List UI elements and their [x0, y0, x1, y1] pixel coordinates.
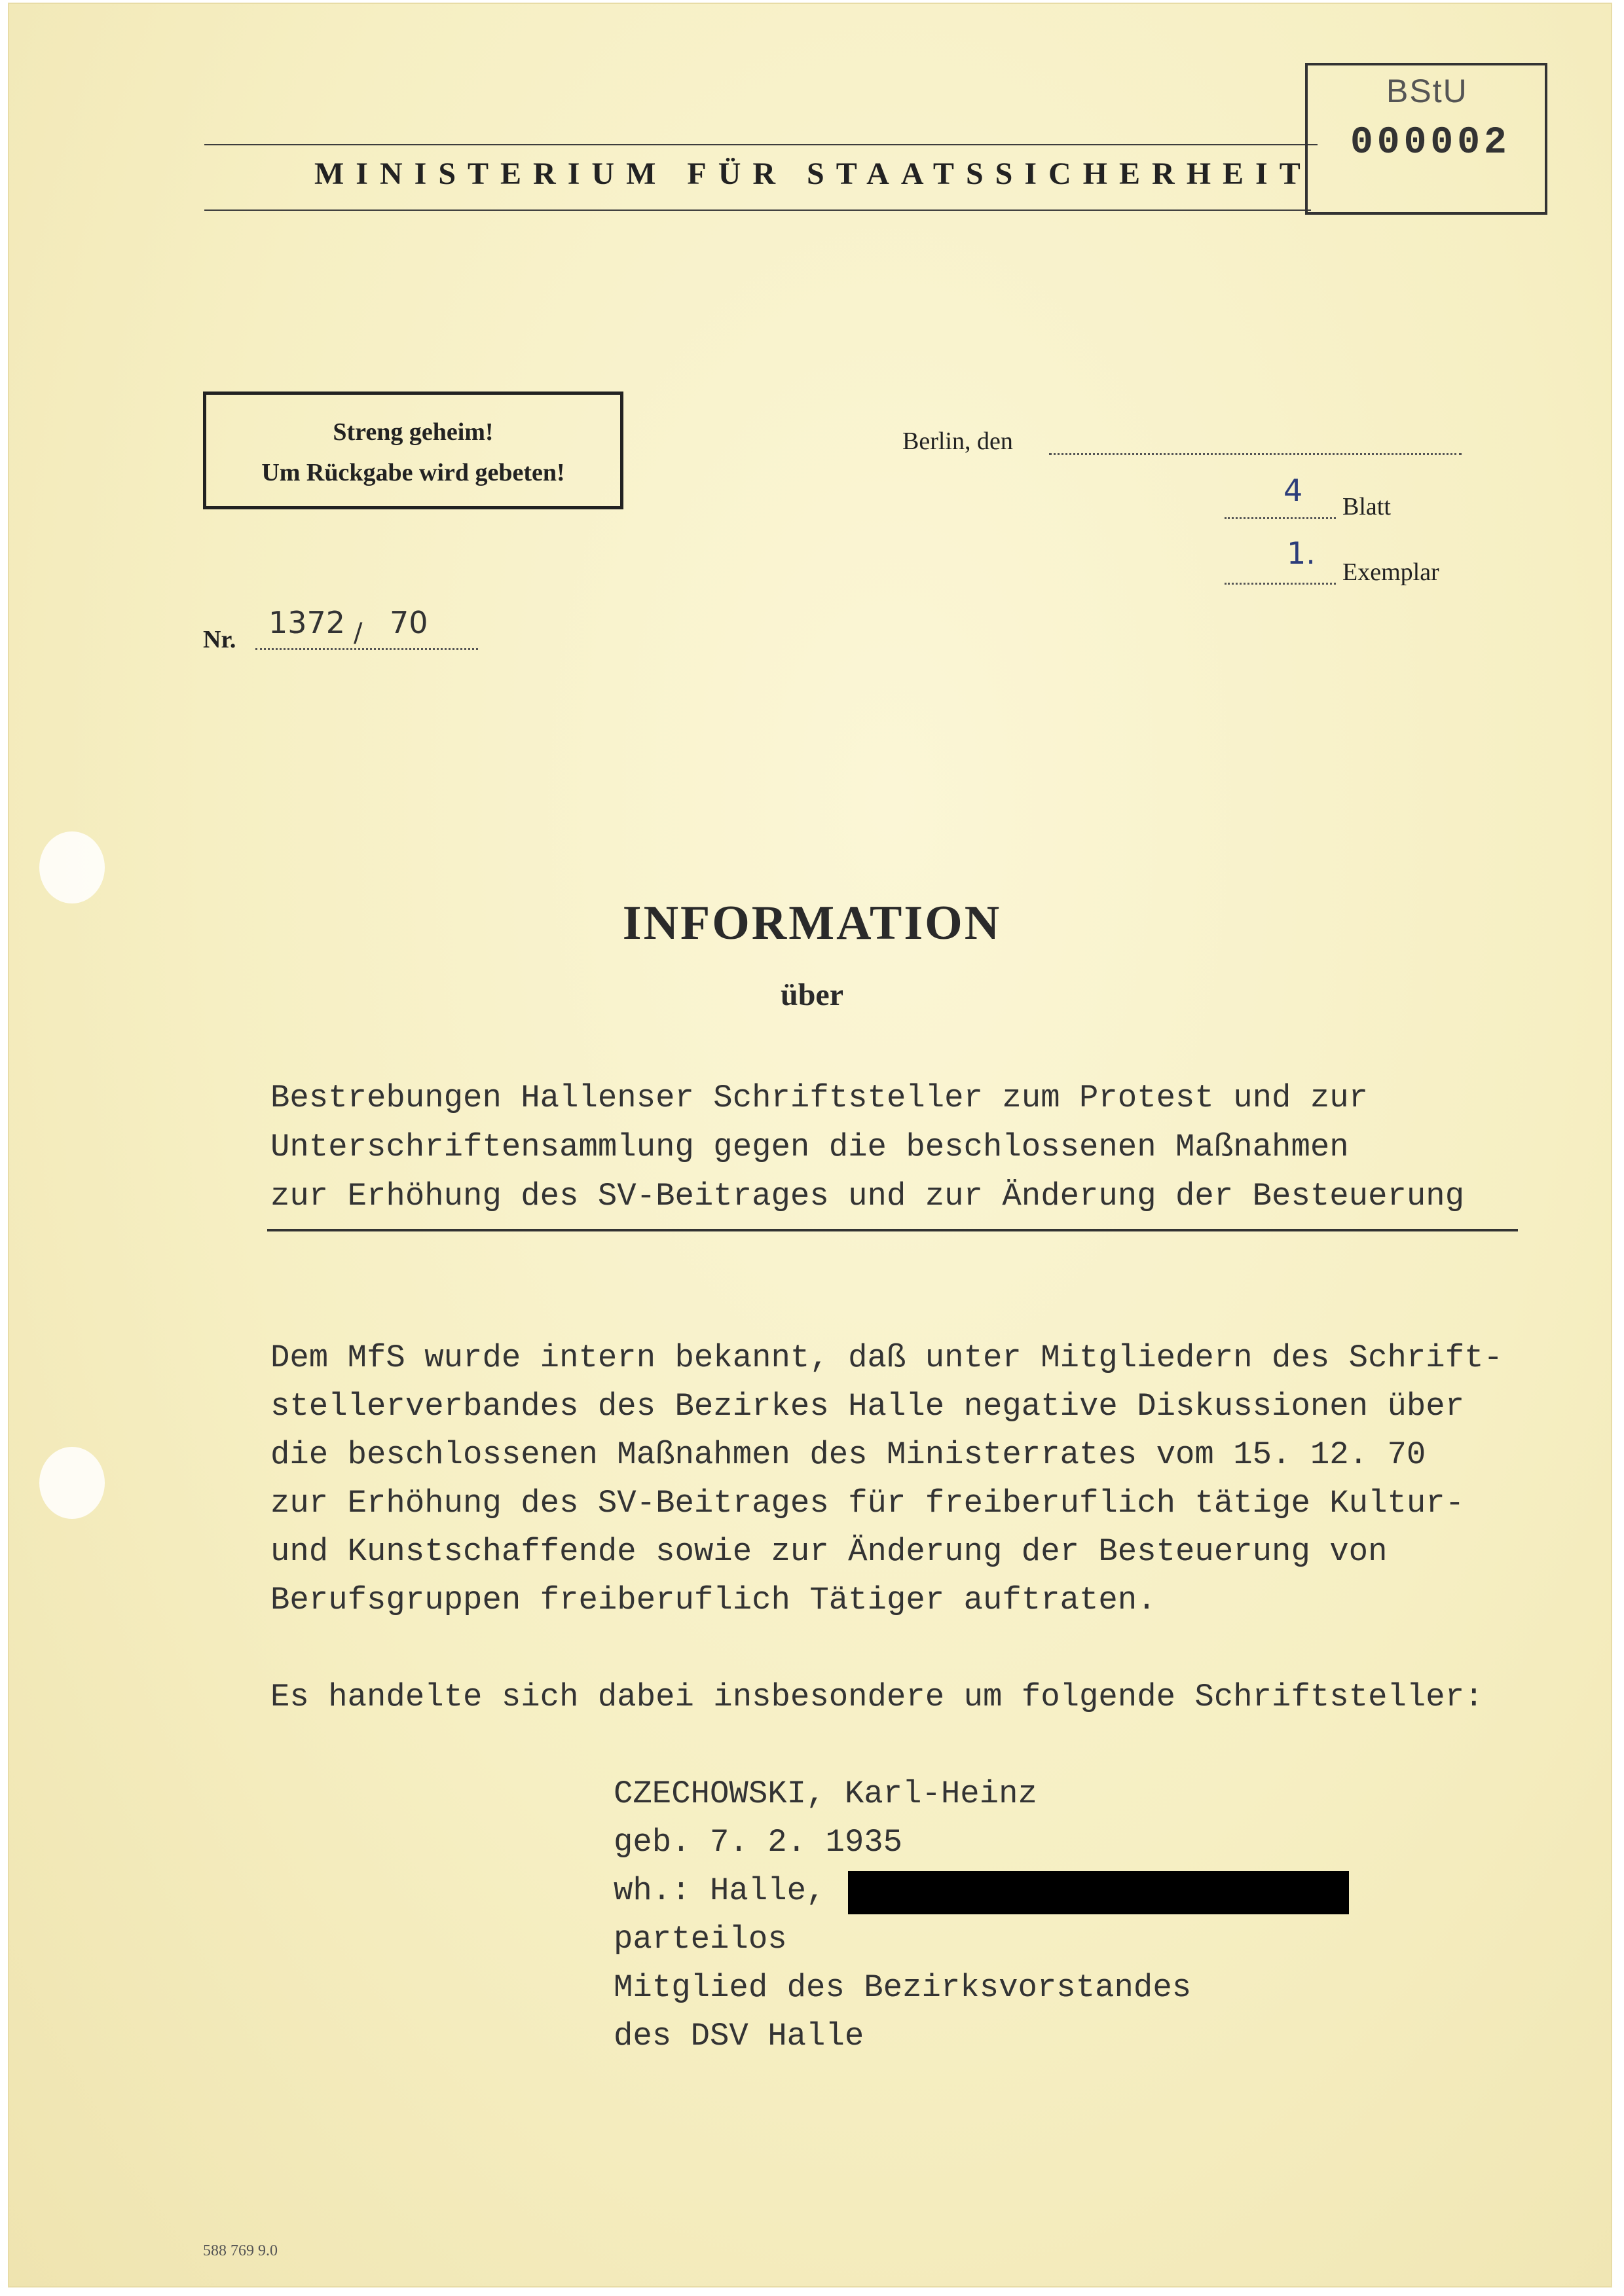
sheets-count: 4 [1283, 473, 1303, 508]
document-title: INFORMATION [622, 896, 1002, 950]
body-line-6: Berufsgruppen freiberuflich Tätiger auftraten. [270, 1582, 1156, 1618]
nr-year: 70 [390, 605, 428, 640]
sheets-dotted-line [1225, 517, 1336, 519]
writers-intro: Es handelte sich dabei insbesondere um folgende Schriftsteller: [270, 1679, 1484, 1715]
person-role-2: des DSV Halle [614, 2018, 864, 2054]
person-residence: wh.: Halle, [614, 1872, 826, 1909]
subject-underline [267, 1229, 1518, 1231]
body-line-3: die beschlossenen Maßnahmen des Ministerrates vom 15. 12. 70 [270, 1436, 1426, 1473]
copy-label: Exemplar [1342, 558, 1439, 586]
subject-line-3: zur Erhöhung des SV-Beitrages und zur Änderung der Besteuerung [270, 1178, 1465, 1214]
archive-stamp-number: 000002 [1350, 122, 1511, 164]
body-line-2: stellerverbandes des Bezirkes Halle negative Diskussionen über [270, 1388, 1465, 1425]
copy-number: 1. [1287, 536, 1316, 571]
body-line-5: und Kunstschaffende sowie zur Änderung der Besteuerung von [270, 1533, 1388, 1570]
redaction-bar [848, 1871, 1349, 1914]
person-name: CZECHOWSKI, Karl-Heinz [614, 1776, 1037, 1812]
nr-separator: / [354, 618, 363, 648]
body-line-4: zur Erhöhung des SV-Beitrages für freiberuflich tätige Kultur- [270, 1485, 1465, 1522]
date-dotted-line [1049, 453, 1462, 455]
sheets-label: Blatt [1342, 493, 1391, 520]
nr-dotted-line [255, 648, 478, 650]
ministry-heading: MINISTERIUM FÜR STAATSSICHERHEIT [314, 156, 1312, 191]
person-born: geb. 7. 2. 1935 [614, 1824, 903, 1861]
archive-stamp [1305, 63, 1547, 215]
document-subtitle: über [781, 977, 843, 1012]
archive-stamp-label: BStU [1386, 73, 1468, 109]
place-date-label: Berlin, den [902, 428, 1013, 455]
subject-line-1: Bestrebungen Hallenser Schriftsteller zum Protest und zur [270, 1080, 1369, 1116]
form-number: 588 769 9.0 [203, 2242, 278, 2259]
copy-dotted-line [1225, 583, 1336, 585]
header-rule-bottom [204, 210, 1311, 211]
nr-value: 1372 [268, 605, 346, 640]
classification-line-1: Streng geheim! [333, 418, 494, 446]
subject-line-2: Unterschriftensammlung gegen die beschlossenen Maßnahmen [270, 1129, 1349, 1165]
body-line-1: Dem MfS wurde intern bekannt, daß unter Mitgliedern des Schrift- [270, 1339, 1503, 1376]
person-role-1: Mitglied des Bezirksvorstandes [614, 1969, 1192, 2006]
punch-hole-top [39, 831, 105, 903]
classification-line-2: Um Rückgabe wird gebeten! [261, 459, 565, 486]
punch-hole-bottom [39, 1447, 105, 1519]
header-rule-top [204, 144, 1318, 145]
nr-label: Nr. [203, 626, 236, 653]
person-party: parteilos [614, 1921, 787, 1958]
classification-box [203, 392, 623, 509]
